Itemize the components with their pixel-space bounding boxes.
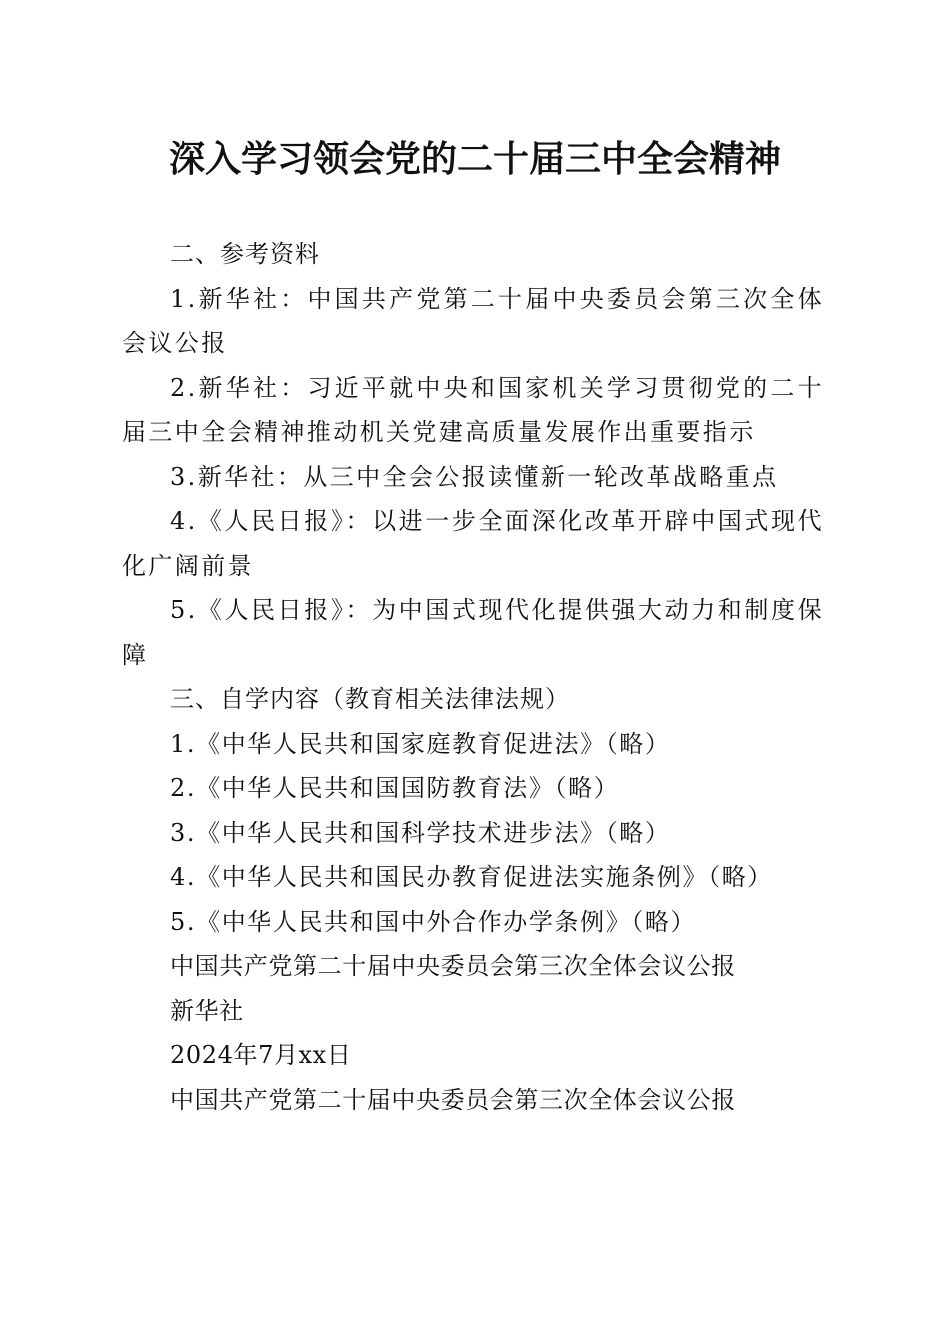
law-item-2: 2.《中华人民共和国国防教育法》（略） <box>170 774 620 802</box>
source-line: 新华社 <box>170 996 244 1025</box>
section-heading-self-study: 三、自学内容（教育相关法律法规） <box>170 685 570 713</box>
law-item-3: 3.《中华人民共和国科学技术进步法》（略） <box>170 818 671 847</box>
reference-item-3: 3.新华社：从三中全会公报读懂新一轮改革战略重点 <box>170 462 779 491</box>
reference-item-1: 1.新华社：中国共产党第二十届中央委员会第三次全体会议公报 <box>122 284 824 357</box>
date-line: 2024年7月xx日 <box>170 1041 352 1069</box>
law-item-5: 5.《中华人民共和国中外合作办学条例》（略） <box>170 907 697 936</box>
section-heading-references: 二、参考资料 <box>170 240 320 268</box>
reference-item-4: 4.《人民日报》：以进一步全面深化改革开辟中国式现代化广阔前景 <box>122 507 824 580</box>
communique-title-repeat: 中国共产党第二十届中央委员会第三次全体会议公报 <box>170 1085 736 1114</box>
law-item-1: 1.《中华人民共和国家庭教育促进法》（略） <box>170 729 671 758</box>
reference-item-2: 2.新华社：习近平就中央和国家机关学习贯彻党的二十届三中全会精神推动机关党建高质量发展作出重要指示 <box>122 373 824 446</box>
document-title: 深入学习领会党的二十届三中全会精神 <box>168 139 781 180</box>
communique-title: 中国共产党第二十届中央委员会第三次全体会议公报 <box>170 952 736 980</box>
law-item-4: 4.《中华人民共和国民办教育促进法实施条例》（略） <box>170 863 773 891</box>
document-body <box>122 232 824 1122</box>
reference-item-5: 5.《人民日报》：为中国式现代化提供强大动力和制度保障 <box>122 596 824 669</box>
